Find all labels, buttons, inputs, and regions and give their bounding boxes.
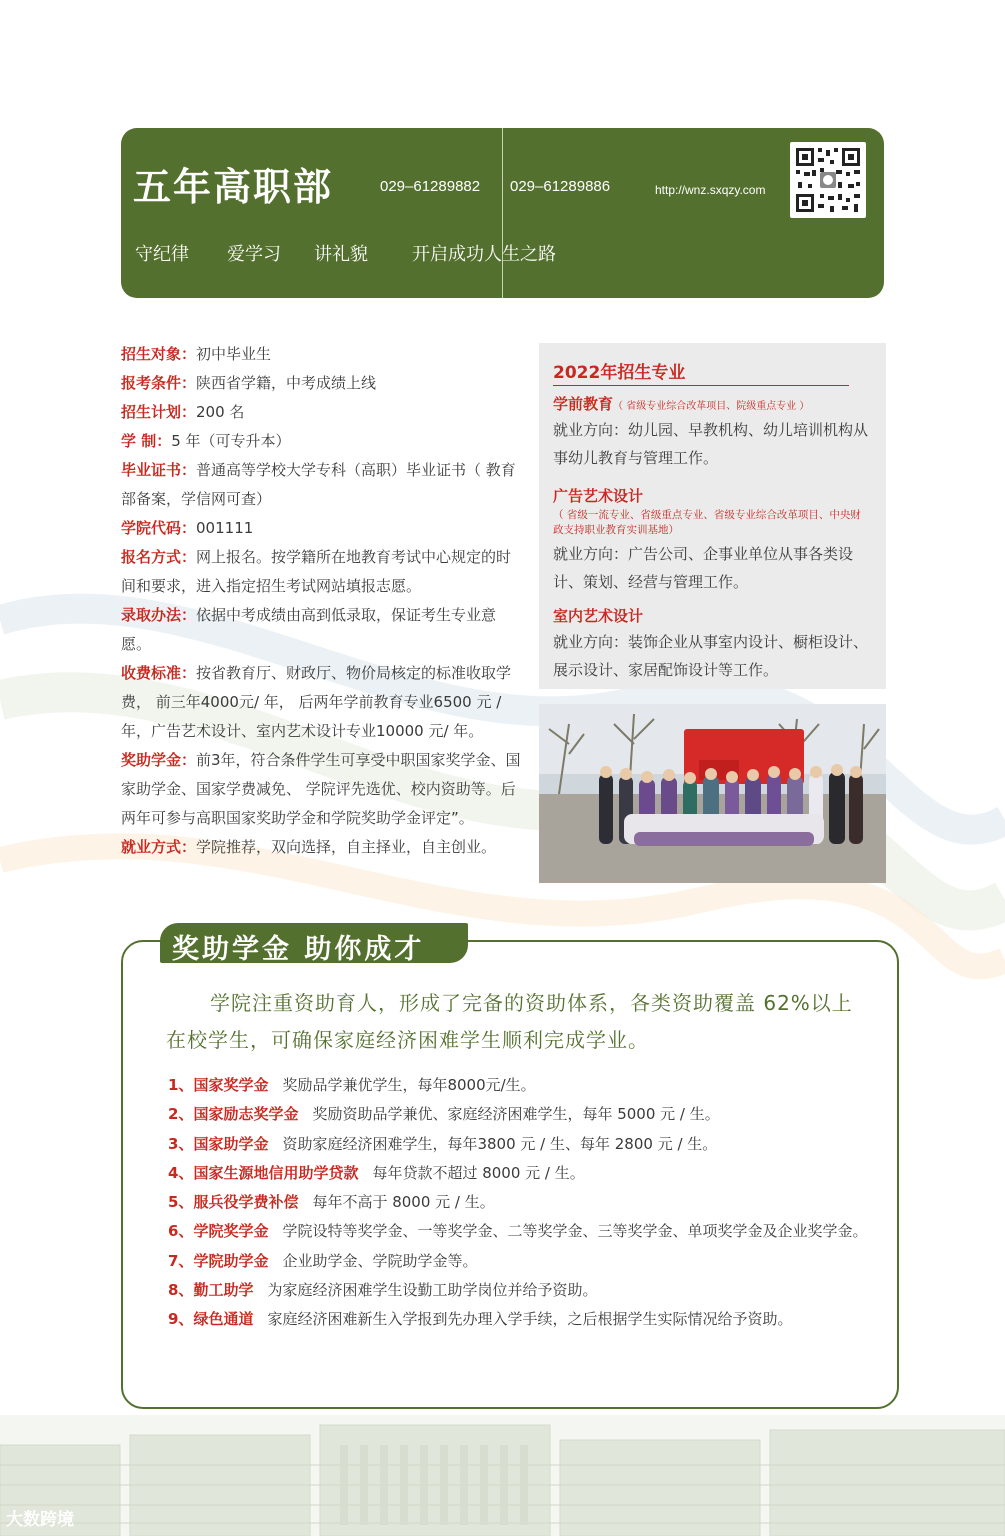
item-name: 学院奖学金 [193,1222,269,1241]
phone-number-1: 029–61289882 [380,178,481,195]
info-label: 收费标准： [121,664,197,682]
info-row [121,369,523,398]
info-label: 就业方式： [121,838,197,856]
info-label: 招生对象： [121,345,197,363]
info-label: 学 制： [121,432,172,450]
scholarship-intro [166,985,866,1059]
info-row [121,833,523,862]
item-number: 6、 [168,1222,194,1241]
info-label: 报名方式： [121,548,197,566]
majors-title: 2022年招生专业 [553,363,686,383]
item-name: 国家励志奖学金 [193,1105,299,1124]
website-url[interactable]: http://wnz.sxqzy.com [655,183,766,197]
motto-2: 爱学习 [227,244,281,265]
item-name: 勤工助学 [193,1281,254,1300]
major-name: 广告艺术设计 [553,487,644,505]
major-note: （ 省级专业综合改革项目、院级重点专业 ） [613,401,810,412]
info-value: 依据中考成绩由高到低录取，保证考生专业意愿。 [121,606,497,653]
info-label: 毕业证书： [121,461,197,479]
list-item [168,1188,878,1217]
scholarship-list [168,1071,878,1335]
majors-divider [553,385,849,386]
item-number: 4、 [168,1163,194,1182]
scholarship-heading-tag [160,923,468,963]
scholarship-heading: 奖助学金 助你成才 [172,934,425,965]
info-value: 陕西省学籍，中考成绩上线 [196,374,377,392]
majors-panel [539,343,886,689]
info-value: 5 年（可专升本） [171,432,291,450]
major-item [553,605,871,684]
info-value: 网上报名。按学籍所在地教育考试中心规定的时间和要求，进入指定招生考试网站填报志愿。 [121,548,512,595]
item-number: 7、 [168,1251,194,1270]
admission-info [121,340,523,862]
item-number: 8、 [168,1281,194,1300]
major-desc: 就业方向：幼儿园、早教机构、幼儿培训机构从事幼儿教育与管理工作。 [553,421,869,467]
motto-1: 守纪律 [135,244,189,265]
major-note: （ 省级一流专业、省级重点专业、省级专业综合改革项目、中央财政支持职业教育实训基地） [553,509,861,536]
info-label: 学院代码： [121,519,197,537]
info-row [121,659,523,746]
item-number: 3、 [168,1134,194,1153]
item-text: 每年贷款不超过 8000 元 / 生。 [372,1163,585,1182]
major-name: 室内艺术设计 [553,607,644,625]
major-item [553,393,871,472]
major-name: 学前教育 [553,395,614,413]
list-item [168,1247,878,1276]
item-name: 学院助学金 [193,1251,269,1270]
scholarship-intro-text: 学院注重资助育人，形成了完备的资助体系，各类资助覆盖 62%以上在校学生，可确保家庭经济困难学生顺利完成学业。 [166,991,853,1052]
info-value: 前3年，符合条件学生可享受中职国家奖学金、国家助学金、国家学费减免、 学院评先选优、校内资助等。后两年可参与高职国家奖助学金和学院奖助学金评定”。 [121,751,521,827]
info-row [121,514,523,543]
item-text: 资助家庭经济困难学生，每年3800 元 / 生、每年 2800 元 / 生。 [282,1134,718,1153]
info-value: 初中毕业生 [196,345,272,363]
list-item [168,1276,878,1305]
item-text: 企业助学金、学院助学金等。 [282,1251,478,1270]
info-label: 奖助学金： [121,751,197,769]
info-row [121,456,523,514]
item-number: 1、 [168,1076,194,1094]
major-desc: 就业方向：广告公司、企事业单位从事各类设计、策划、经营与管理工作。 [553,545,854,591]
qr-code-icon [790,142,866,218]
info-label: 报考条件： [121,374,197,392]
info-value: 按省教育厅、财政厅、物价局核定的标准收取学费， 前三年4000元/ 年， 后两年学前教育专业6500 元 / 年，广告艺术设计、室内艺术设计专业10000 元/ 年。 [121,664,512,740]
list-item [168,1217,878,1246]
item-number: 5、 [168,1193,194,1212]
info-row [121,398,523,427]
info-label: 录取办法： [121,606,197,624]
list-item [168,1159,878,1188]
watermark-text: 大数跨境 [6,1510,74,1530]
info-value: 普通高等学校大学专科（高职）毕业证书（ 教育部备案，学信网可查） [121,461,516,508]
item-text: 每年不高于 8000 元 / 生。 [312,1193,495,1212]
list-item [168,1130,878,1159]
item-text: 奖励资助品学兼优、家庭经济困难学生，每年 5000 元 / 生。 [312,1105,720,1124]
item-text: 奖励品学兼优学生，每年8000元/生。 [282,1076,536,1094]
info-value: 学院推荐，双向选择，自主择业，自主创业。 [196,838,497,856]
major-desc: 就业方向：装饰企业从事室内设计、橱柜设计、展示设计、家居配饰设计等工作。 [553,633,869,679]
info-value: 001111 [196,519,254,537]
phone-number-2: 029–61289886 [510,178,611,195]
banner-divider [502,128,503,298]
item-name: 国家助学金 [193,1134,269,1153]
item-text: 家庭经济困难新生入学报到先办理入学手续，之后根据学生实际情况给予资助。 [267,1310,793,1329]
list-item [168,1305,878,1334]
list-item [168,1100,878,1129]
info-row [121,543,523,601]
item-name: 国家生源地信用助学贷款 [193,1163,359,1182]
item-name: 国家奖学金 [193,1076,269,1094]
motto-3: 讲礼貌 [314,244,368,265]
info-label: 招生计划： [121,403,197,421]
header-banner [121,128,884,298]
item-number: 2、 [168,1105,194,1124]
list-item [168,1071,878,1100]
info-row [121,340,523,369]
info-value: 200 名 [196,403,245,421]
info-row [121,746,523,833]
info-row [121,427,523,456]
group-photo [539,704,886,883]
info-row [121,601,523,659]
page-title: 五年高职部 [133,164,334,209]
motto-4: 开启成功人生之路 [412,244,556,265]
major-item [553,485,871,596]
campus-building-illustration [0,1415,1005,1536]
item-name: 服兵役学费补偿 [193,1193,299,1212]
item-name: 绿色通道 [193,1310,254,1329]
item-text: 学院设特等奖学金、一等奖学金、二等奖学金、三等奖学金、单项奖学金及企业奖学金。 [282,1222,868,1241]
item-number: 9、 [168,1310,194,1329]
item-text: 为家庭经济困难学生设勤工助学岗位并给予资助。 [267,1281,598,1300]
